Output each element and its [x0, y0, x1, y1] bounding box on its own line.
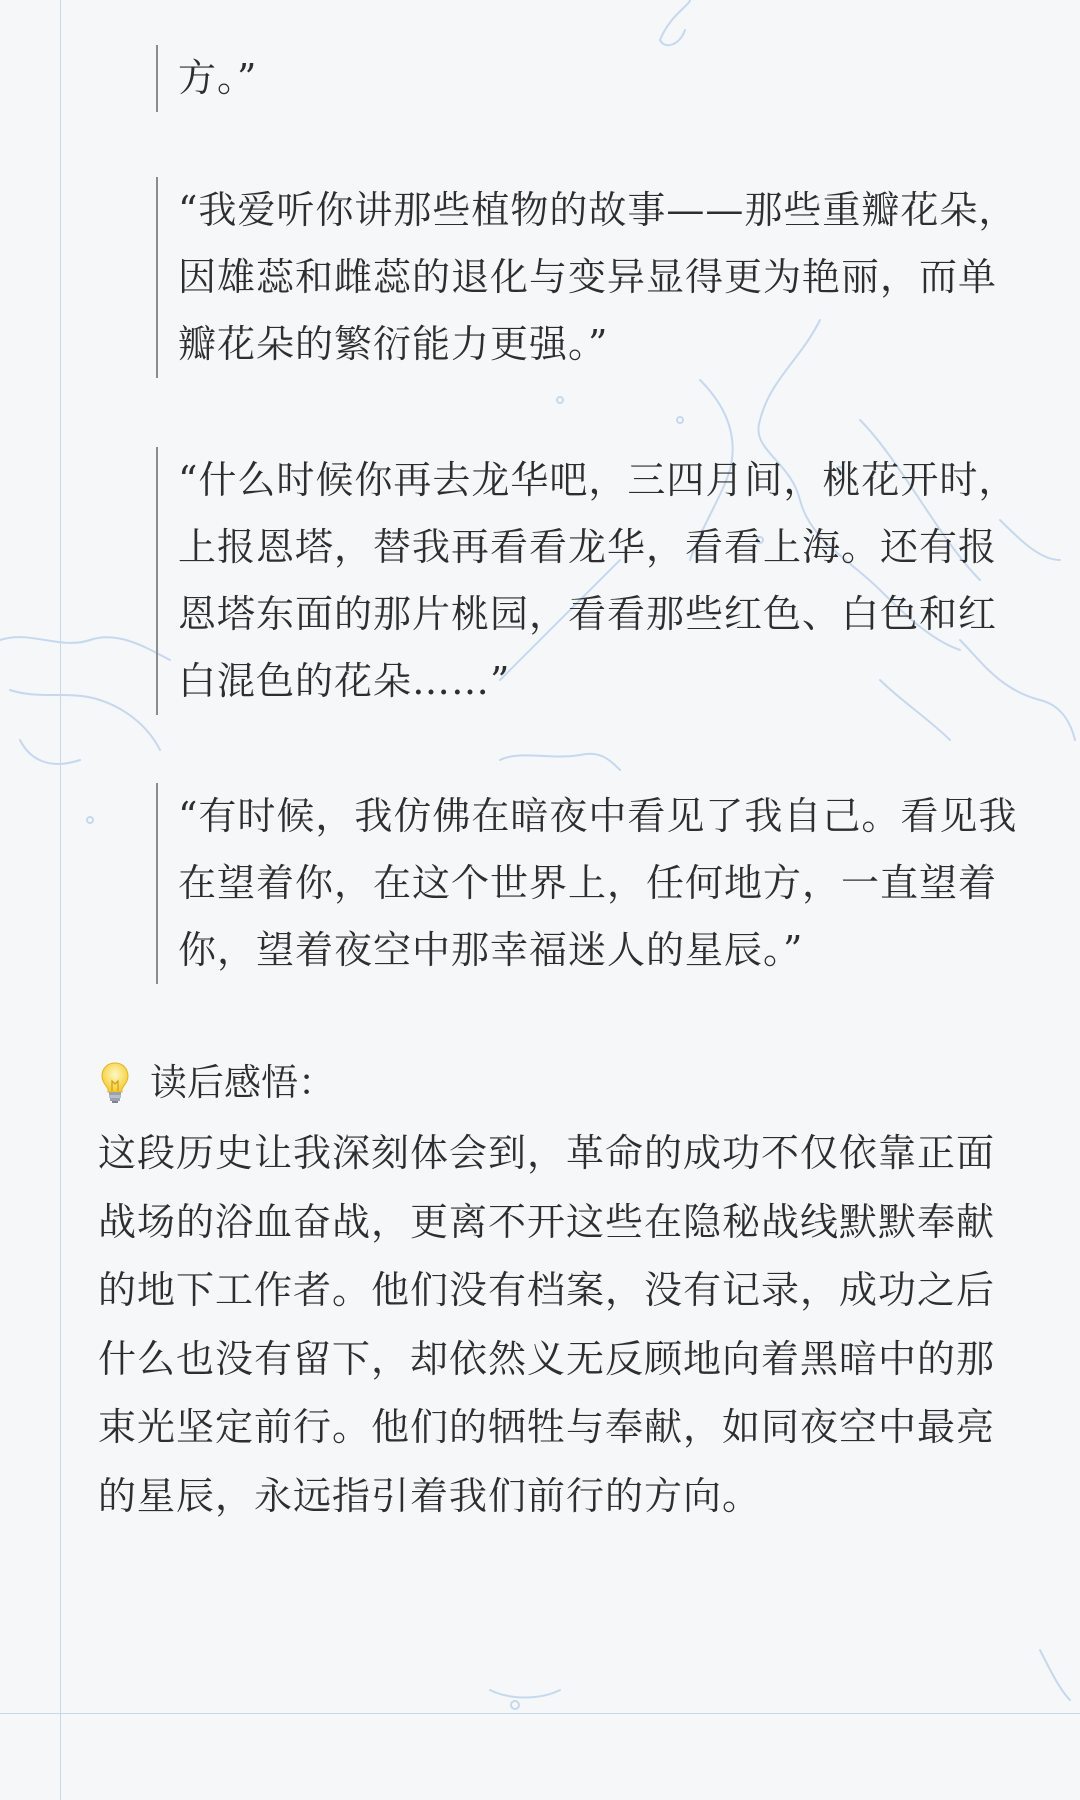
- bottom-guide-line: [0, 1713, 1080, 1714]
- quote-text: “什么时候你再去龙华吧，三四月间，桃花开时，上报恩塔，替我再看看龙华，看看上海。还有报恩塔东面的那片桃园，看看那些红色、白色和红白混色的花朵……”: [178, 458, 1018, 703]
- reflection-heading: [100, 1057, 335, 1109]
- reflection-body: 这段历史让我深刻体会到，革命的成功不仅依靠正面战场的浴血奋战，更离不开这些在隐秘战线默默奉献的地下工作者。他们没有档案，没有记录，成功之后什么也没有留下，却依然义无反顾地向着黑暗中的那束光坚定前行。他们的牺牲与奉献，如同夜空中最亮的星辰，永远指引着我们前行的方向。: [98, 1131, 996, 1518]
- quote-text: “有时候，我仿佛在暗夜中看见了我自己。看见我在望着你，在这个世界上，任何地方，一直望着你，望着夜空中那幸福迷人的星辰。”: [178, 794, 1018, 972]
- quote-text: 方。”: [178, 56, 258, 100]
- quote-text: “我爱听你讲那些植物的故事——那些重瓣花朵，因雄蕊和雌蕊的退化与变异显得更为艳丽，而单瓣花朵的繁衍能力更强。”: [178, 188, 1018, 366]
- lightbulb-icon: [100, 1061, 130, 1105]
- quote-block-1: [156, 45, 1022, 112]
- quote-block-4: [156, 783, 1022, 984]
- reflection-title: 读后感悟：: [150, 1061, 335, 1104]
- margin-guide-line: [60, 0, 61, 1800]
- quote-block-2: [156, 177, 1022, 378]
- quote-block-3: [156, 447, 1022, 715]
